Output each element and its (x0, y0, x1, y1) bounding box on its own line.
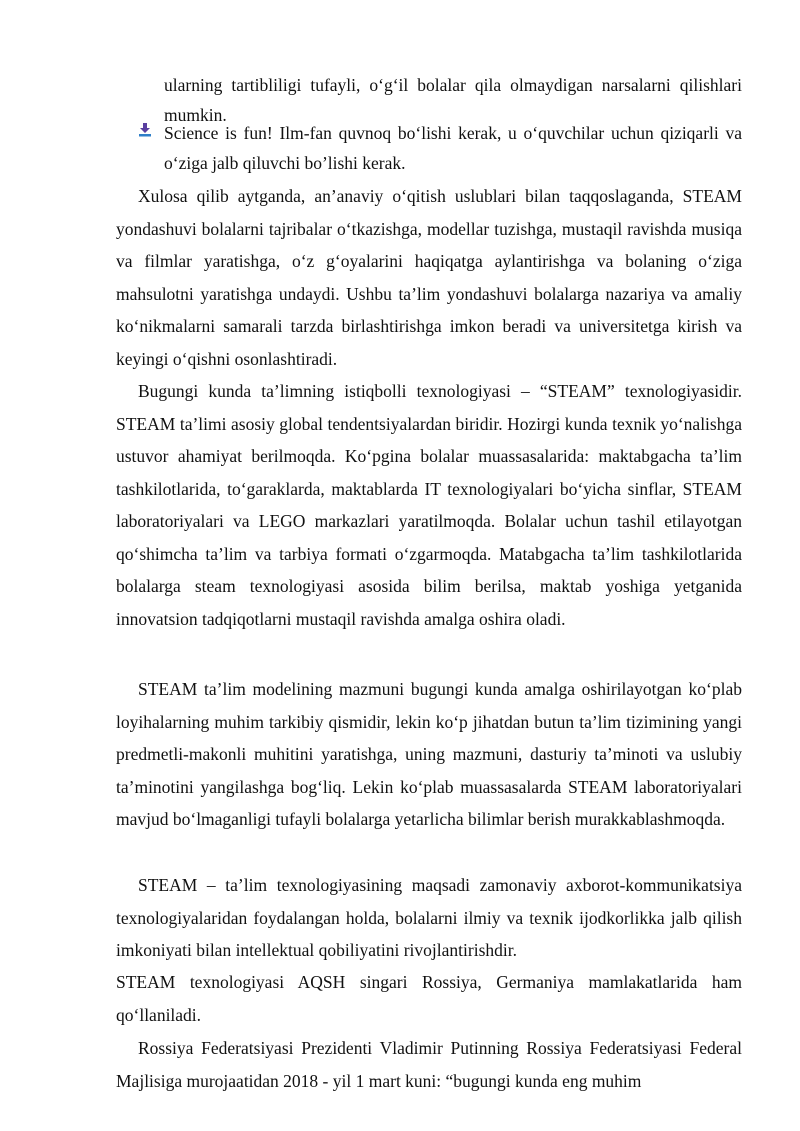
paragraph-steam-technology: Bugungi kunda ta’limning istiqbolli texnologiyasi – “STEAM” texnologiyasidir. STEAM ta’limi asosiy global tendentsiyalardan biridir. Hozirgi kunda texnik yo‘nalishga ustuvor ahamiyat berilmoqda. Ko‘pgina bolalar muassasalarida: maktabgacha ta’lim tashkilotlarida, to‘garaklarda, maktablarda IT texnologiyalari bo‘yicha sinflar, STEAM laboratoriyalari va LEGO markazlari yaratilmoqda. Bolalar uchun tashil etilayotgan qo‘shimcha ta’lim va tarbiya formati o‘zgarmoqda. Matabgacha ta’lim tashkilotlarida bolalarga steam texnologiyasi asosida bilim berilsa, maktab yoshiga yetganida innovatsion tadqiqotlarni mustaqil ravishda amalga oshira oladi. (116, 381, 742, 629)
paragraph-conclusion: Xulosa qilib aytganda, an’anaviy o‘qitish uslublari bilan taqqoslaganda, STEAM yondashuvi bolalarni tajribalar o‘tkazishga, modellar tuzishga, mustaqil ravishda musiqa va filmlar yaratishga, o‘z g‘oyalarini haqiqatga aylantirishga va bolaning o‘ziga mahsulotni yaratishga undaydi. Ushbu ta’lim yondashuvi bolalarga nazariya va amaliy ko‘nikmalarni samarali tarzda birlashtirishga imkon beradi va universitetga kirish va keyingi o‘qishni osonlashtiradi. (116, 186, 742, 369)
arrow-down-bullet-icon (138, 122, 152, 138)
bullet-item-text: Science is fun! Ilm-fan quvnoq bo‘lishi kerak, u o‘quvchilar uchun qiziqarli va o‘ziga jalb qiluvchi bo’lishi kerak. (164, 123, 742, 173)
paragraph-steam-countries: STEAM texnologiyasi AQSH singari Rossiya, Germaniya mamlakatlarida ham qo‘llaniladi. (116, 972, 742, 1025)
paragraph-steam-goal: STEAM – ta’lim texnologiyasining maqsadi zamonaviy axborot-kommunikatsiya texnologiyalaridan foydalangan holda, bolalarni ilmiy va texnik ijodkorlikka jalb qilish imkoniyati bilan intellektual qobiliyatini rivojlantirishdir. (116, 875, 742, 960)
paragraph-putin-address: Rossiya Federatsiyasi Prezidenti Vladimir Putinning Rossiya Federatsiyasi Federal Majlisiga murojaatidan 2018 - yil 1 mart kuni: “bugungi kunda eng muhim (116, 1038, 742, 1091)
paragraph-steam-model: STEAM ta’lim modelining mazmuni bugungi kunda amalga oshirilayotgan ko‘plab loyihalarning muhim tarkibiy qismidir, lekin ko‘p jihatdan butun ta’lim tizimining yangi predmetli-makonli muhitini yaratishga, uning mazmuni, dasturiy ta’minoti va uslubiy ta’minotini yangilashga bog‘liq. Lekin ko‘plab muassasalarda STEAM laboratoriyalari mavjud bo‘lmaganligi tufayli bolalarga yetarlicha bilimlar berish murakkablashmoqda. (116, 679, 742, 829)
bullet-continuation-text: ularning tartibliligi tufayli, o‘g‘il bolalar qila olmaydigan narsalarni qilishlari mumkin. (164, 75, 742, 125)
